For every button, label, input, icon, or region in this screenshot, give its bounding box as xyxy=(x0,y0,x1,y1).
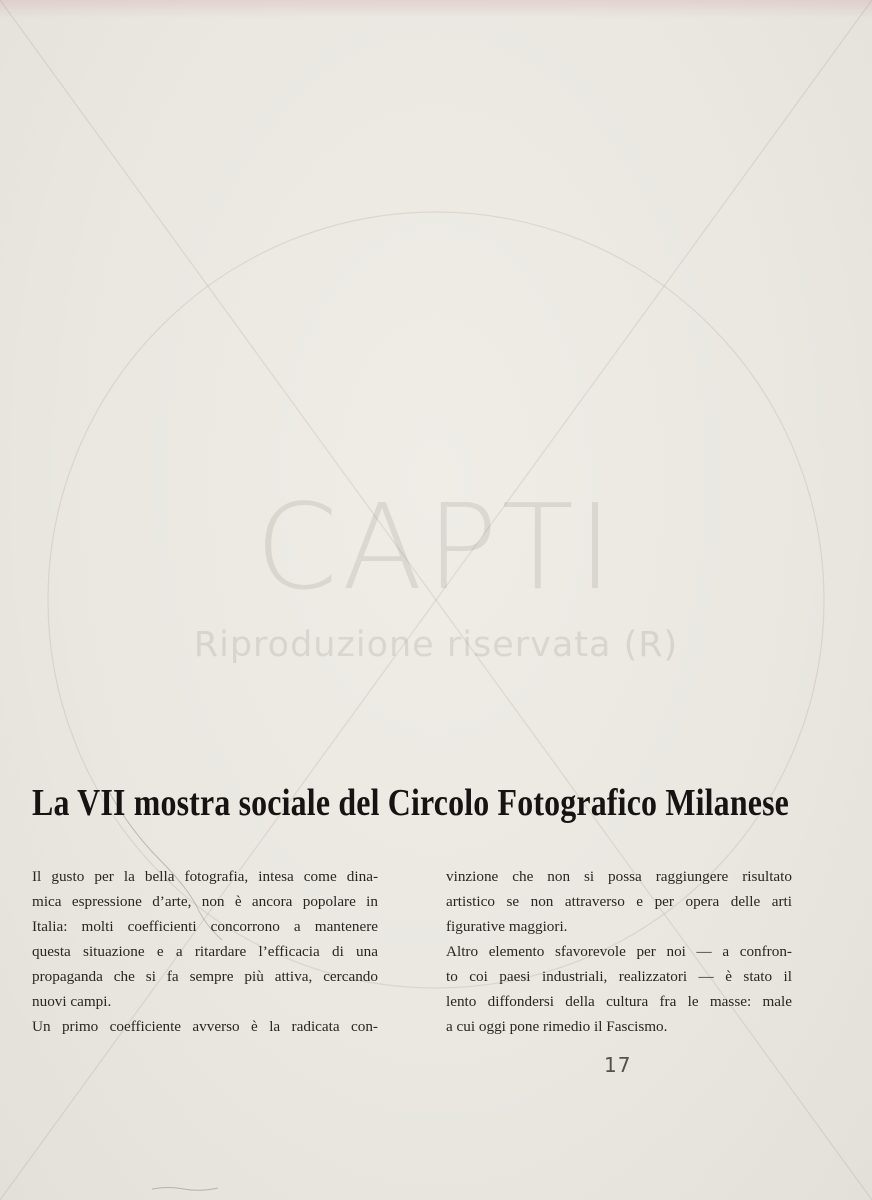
text-line: Italia: molti coefficienti concorrono a mantenere xyxy=(32,918,378,935)
text-line: Un primo coefficiente avverso è la radicata con- xyxy=(32,1018,378,1035)
text-line: questa situazione e a ritardare l’efficacia di una xyxy=(32,943,378,960)
watermark-subtitle: Riproduzione riservata (R) xyxy=(193,625,679,665)
text-line: a cui oggi pone rimedio il Fascismo. xyxy=(446,1018,668,1035)
text-line: Altro elemento sfavorevole per noi — a confron- xyxy=(446,943,792,960)
text-line: lento diffondersi della cultura fra le masse: male xyxy=(446,993,792,1010)
text-line: propaganda che si fa sempre più attiva, cercando xyxy=(32,968,378,985)
text-line: vinzione che non si possa raggiungere risultato xyxy=(446,868,792,885)
text-line: figurative maggiori. xyxy=(446,918,568,935)
text-line: nuovi campi. xyxy=(32,993,112,1010)
watermark-logo: CAPTI xyxy=(255,478,617,616)
text-line: artistico se non attraverso e per opera delle arti xyxy=(446,893,792,910)
text-line: Il gusto per la bella fotografia, intesa come dina- xyxy=(32,868,378,885)
page-number: 17 xyxy=(604,1053,632,1077)
bottom-pencil-mark xyxy=(150,1184,220,1192)
left-text-column xyxy=(32,864,378,1039)
text-line: mica espressione d’arte, non è ancora popolare in xyxy=(32,893,378,910)
text-line: to coi paesi industriali, realizzatori — è stato il xyxy=(446,968,792,985)
right-text-column xyxy=(446,864,792,1039)
article-title: La VII mostra sociale del Circolo Fotografico Milanese xyxy=(32,782,789,824)
